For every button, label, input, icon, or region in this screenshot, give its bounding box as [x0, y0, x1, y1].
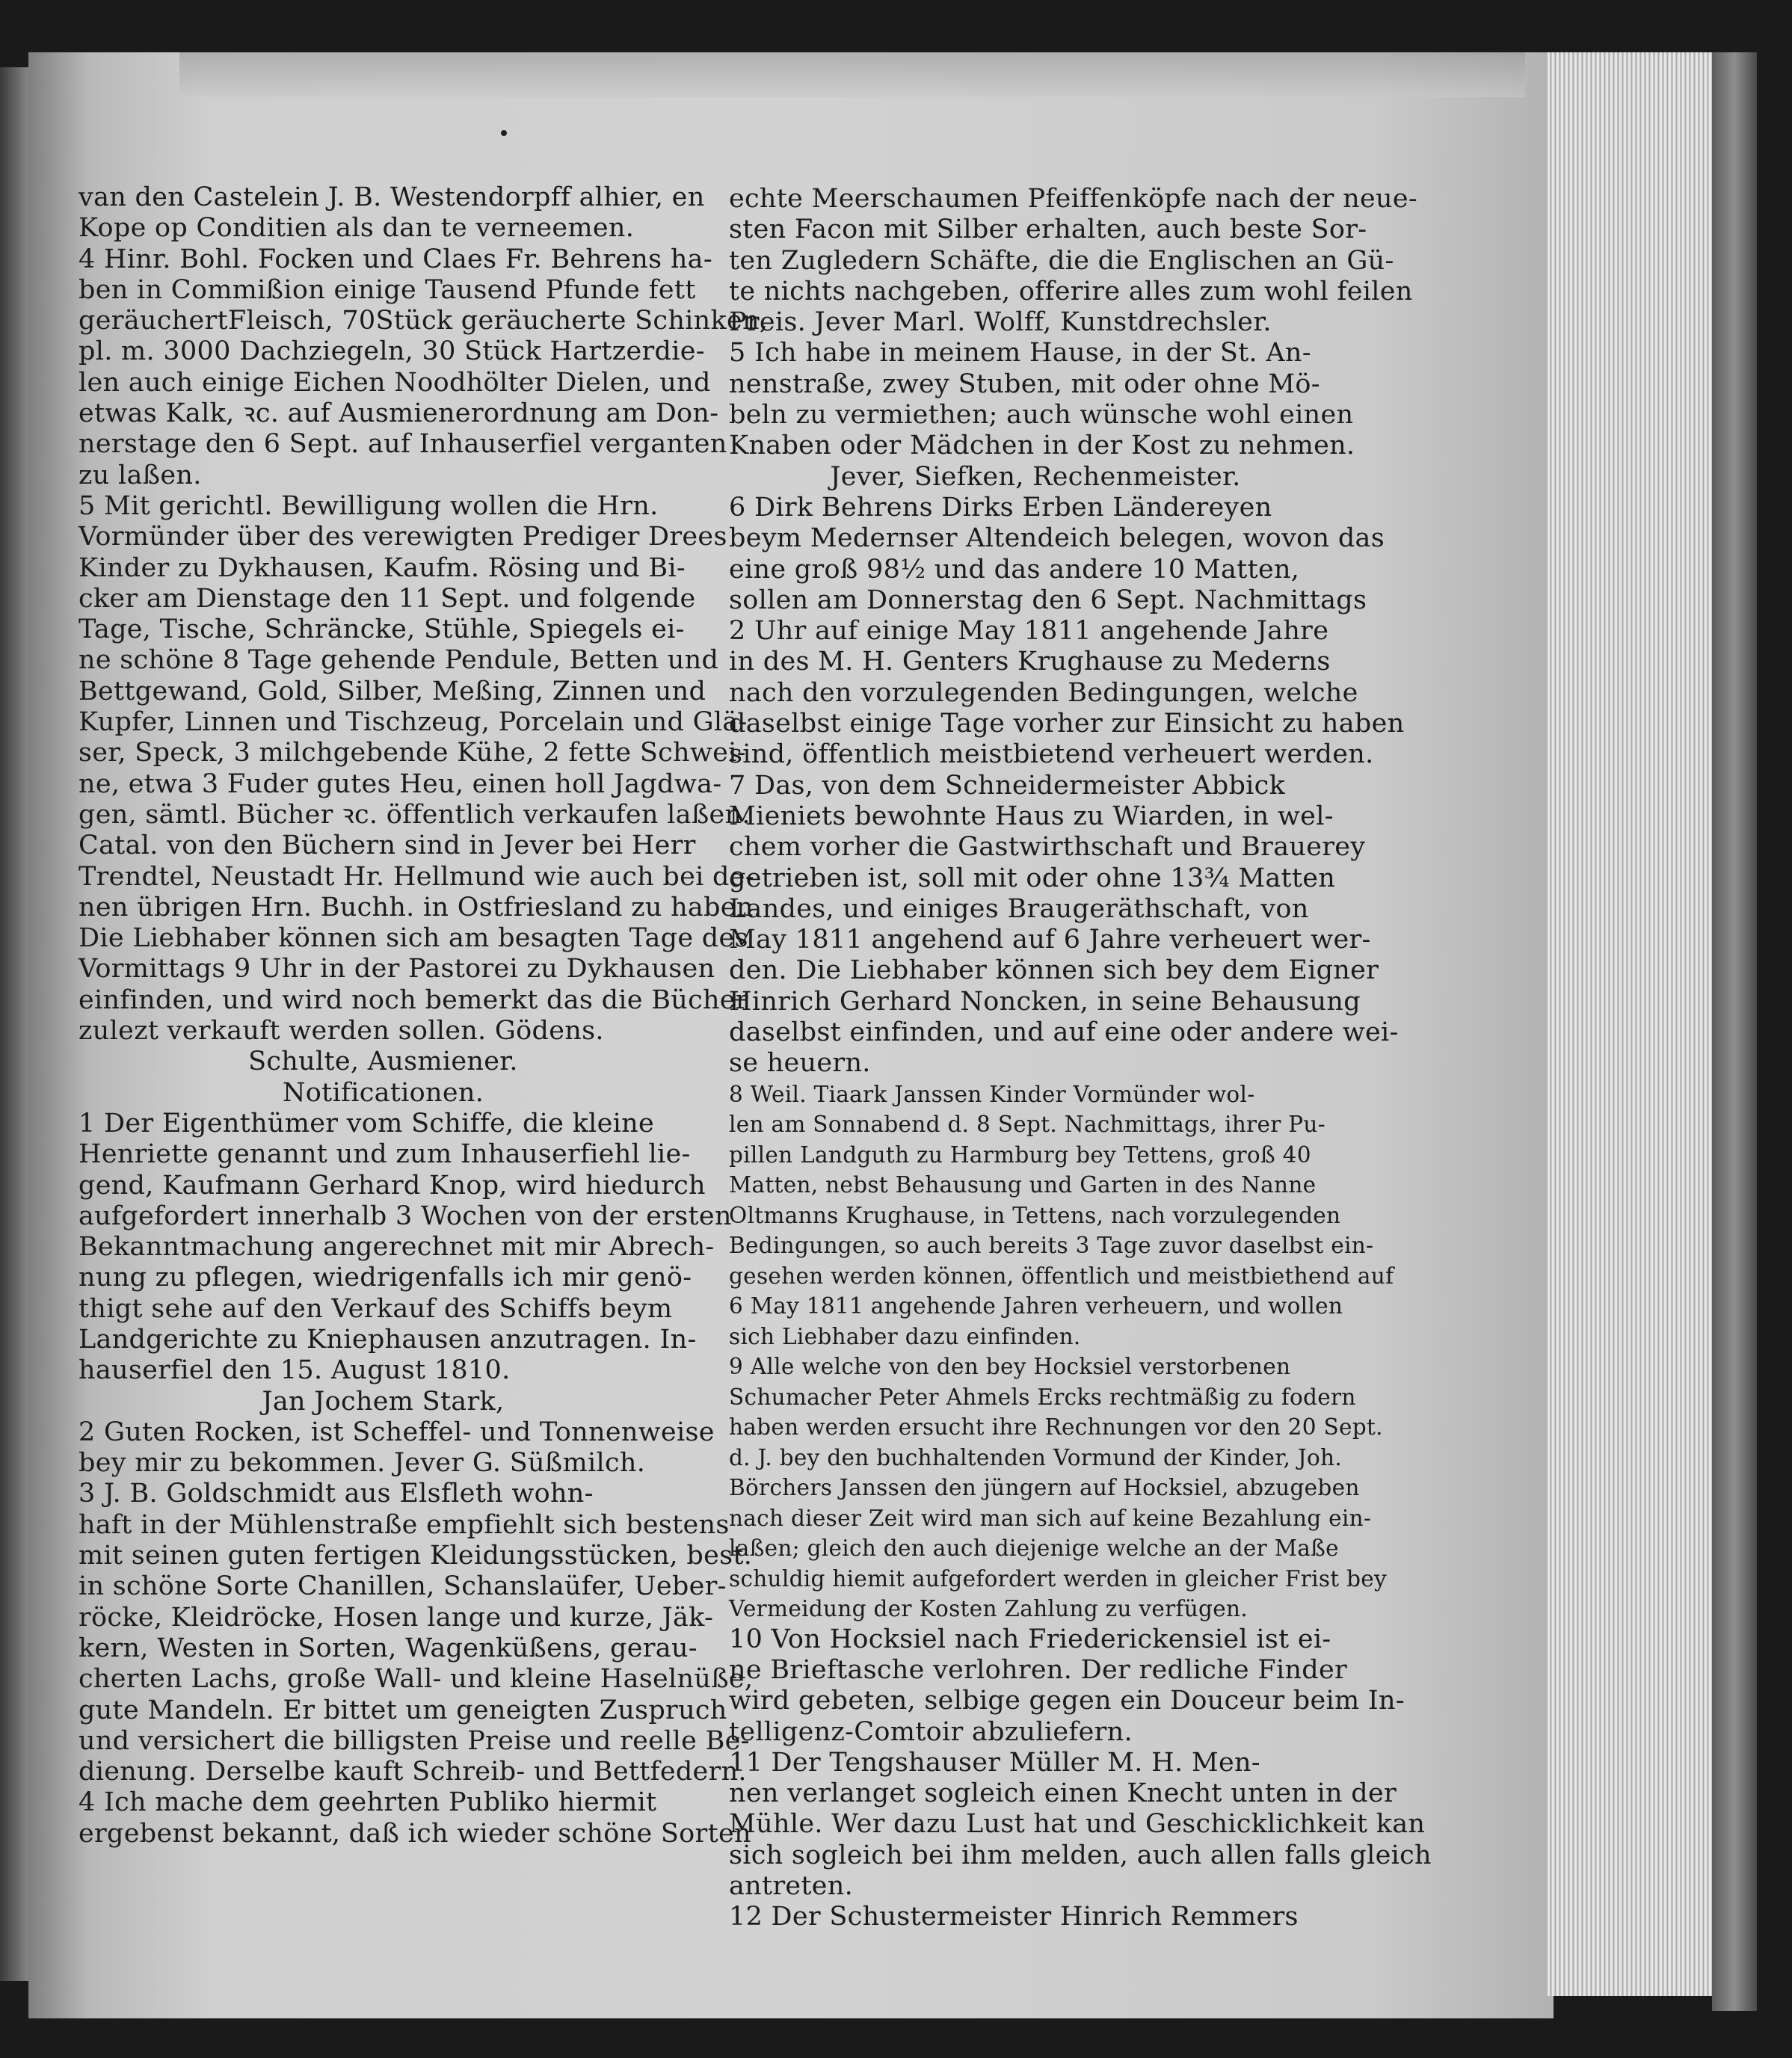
text-line: Vormittags 9 Uhr in der Pastorei zu Dykhausen: [78, 954, 715, 985]
text-line: se heuern.: [729, 1048, 871, 1079]
text-line: einfinden, und wird noch bemerkt das die Bücher: [78, 985, 748, 1015]
text-line: hauserfiel den 15. August 1810.: [78, 1355, 511, 1386]
text-line: May 1811 angehend auf 6 Jahre verheuert wer-: [729, 925, 1371, 955]
text-line: nerstage den 6 Sept. auf Inhauserfiel verganten: [78, 429, 727, 460]
text-line: nen verlanget sogleich einen Knecht unten in der: [729, 1778, 1397, 1809]
text-line: 1 Der Eigenthümer vom Schiffe, die kleine: [78, 1108, 654, 1139]
text-line: 9 Alle welche von den bey Hocksiel verstorbenen: [729, 1354, 1291, 1380]
text-line: 5 Ich habe in meinem Hause, in der St. An-: [729, 338, 1311, 369]
text-line: ten Zugledern Schäfte, die die Englischen an Gü-: [729, 245, 1394, 276]
text-line: Die Liebhaber können sich am besagten Tage des: [78, 923, 748, 954]
text-line: nach dieser Zeit wird man sich auf keine Bezahlung ein-: [729, 1505, 1372, 1531]
text-line: bey mir zu bekommen. Jever G. Süßmilch.: [78, 1448, 646, 1479]
text-line: Vormünder über des verewigten Prediger Drees: [78, 522, 727, 552]
text-line: Preis. Jever Marl. Wolff, Kunstdrechsler.: [729, 307, 1272, 338]
text-line: Trendtel, Neustadt Hr. Hellmund wie auch bei de-: [78, 861, 754, 892]
text-line: len am Sonnabend d. 8 Sept. Nachmittags, ihrer Pu-: [729, 1112, 1326, 1138]
text-line: Henriette genannt und zum Inhauserfiehl lie-: [78, 1139, 691, 1170]
text-line: 10 Von Hocksiel nach Friederickensiel ist ei-: [729, 1624, 1331, 1654]
text-line: zulezt verkauft werden sollen. Gödens.: [78, 1016, 604, 1047]
text-line: ne schöne 8 Tage gehende Pendule, Betten und: [78, 645, 719, 676]
text-line: telligenz-Comtoir abzuliefern.: [729, 1716, 1133, 1747]
text-line: 3 J. B. Goldschmidt aus Elsfleth wohn-: [78, 1479, 594, 1509]
text-line: nen übrigen Hrn. Buchh. in Ostfriesland zu haben.: [78, 892, 763, 922]
text-line: cker am Dienstage den 11 Sept. und folgende: [78, 583, 696, 614]
text-line: in schöne Sorte Chanillen, Schanslaüfer, Ueber-: [78, 1571, 727, 1602]
text-line: ergebenst bekannt, daß ich wieder schöne Sorten: [78, 1818, 751, 1849]
text-line: röcke, Kleidröcke, Hosen lange und kurze, Jäk-: [78, 1602, 714, 1633]
text-line: mit seinen guten fertigen Kleidungsstücken, best.: [78, 1541, 753, 1571]
text-line: Mühle. Wer dazu Lust hat und Geschicklichkeit kan: [729, 1809, 1426, 1840]
text-line: Landes, und einiges Braugeräthschaft, von: [729, 893, 1309, 924]
section-heading: Notificationen.: [282, 1077, 484, 1108]
right-column: [729, 184, 1432, 1933]
text-line: ser, Speck, 3 milchgebende Kühe, 2 fette Schwei-: [78, 738, 746, 768]
text-line: kern, Westen in Sorten, Wagenküßens, gerau-: [78, 1633, 698, 1663]
text-line: ben in Commißion einige Tausend Pfunde fett: [78, 274, 696, 305]
text-line: Landgerichte zu Kniephausen anzutragen. In-: [78, 1324, 697, 1355]
text-line: laßen; gleich den auch diejenige welche an der Maße: [729, 1535, 1339, 1562]
text-line: Hinrich Gerhard Noncken, in seine Behausung: [729, 986, 1361, 1017]
text-line: 2 Uhr auf einige May 1811 angehende Jahre: [729, 616, 1329, 647]
text-line: ne, etwa 3 Fuder gutes Heu, einen holl Jagdwa-: [78, 768, 722, 799]
text-line: 12 Der Schustermeister Hinrich Remmers: [729, 1902, 1299, 1932]
text-line: haben werden ersucht ihre Rechnungen vor den 20 Sept.: [729, 1414, 1383, 1441]
text-line: nach den vorzulegenden Bedingungen, welche: [729, 677, 1358, 708]
text-line: sich Liebhaber dazu einfinden.: [729, 1323, 1081, 1349]
text-line: wird gebeten, selbige gegen ein Douceur beim In-: [729, 1686, 1405, 1716]
text-line: Matten, nebst Behausung und Garten in des Nanne: [729, 1172, 1317, 1198]
text-line: getrieben ist, soll mit oder ohne 13¾ Matten: [729, 863, 1336, 893]
book-cover-edge: [1712, 52, 1757, 2011]
text-line: te nichts nachgeben, offerire alles zum wohl feilen: [729, 276, 1413, 306]
text-line: 6 May 1811 angehende Jahren verheuern, und wollen: [729, 1293, 1343, 1319]
signature-line: Schulte, Ausmiener.: [248, 1047, 518, 1077]
text-line: Kinder zu Dykhausen, Kaufm. Rösing und Bi-: [78, 552, 686, 583]
left-page-edge: [0, 67, 30, 1981]
text-line: nung zu pflegen, wiedrigenfalls ich mir genö-: [78, 1263, 692, 1293]
text-line: sich sogleich bei ihm melden, auch allen falls gleich: [729, 1840, 1432, 1870]
text-line: daselbst einfinden, und auf eine oder andere wei-: [729, 1017, 1399, 1048]
text-line: daselbst einige Tage vorher zur Einsicht zu haben: [729, 709, 1405, 739]
text-line: beym Medernser Altendeich belegen, wovon das: [729, 523, 1385, 554]
text-line: sind, öffentlich meistbietend verheuert werden.: [729, 739, 1374, 770]
text-line: in des M. H. Genters Krughause zu Mederns: [729, 647, 1331, 677]
text-line: Mieniets bewohnte Haus zu Wiarden, in wel-: [729, 801, 1334, 831]
text-line: 8 Weil. Tiaark Janssen Kinder Vormünder wol-: [729, 1081, 1255, 1107]
text-line: Catal. von den Büchern sind in Jever bei Herr: [78, 831, 696, 861]
text-line: etwas Kalk, ꝛc. auf Ausmienerordnung am Don-: [78, 398, 719, 429]
text-line: Bettgewand, Gold, Silber, Meßing, Zinnen und: [78, 676, 706, 706]
text-line: aufgefordert innerhalb 3 Wochen von der ersten: [78, 1201, 732, 1231]
text-line: Tage, Tische, Schräncke, Stühle, Spiegels ei-: [78, 614, 685, 645]
text-line: und versichert die billigsten Preise und reelle Be-: [78, 1725, 750, 1756]
text-line: len auch einige Eichen Noodhölter Dielen, und: [78, 367, 711, 398]
text-line: gesehen werden können, öffentlich und meistbiethend auf: [729, 1263, 1394, 1289]
signature-line: Jever, Siefken, Rechenmeister.: [830, 461, 1241, 492]
left-column: [78, 182, 769, 1849]
page-dot: [501, 130, 507, 136]
text-line: Bedingungen, so auch bereits 3 Tage zuvor daselbst ein-: [729, 1233, 1374, 1259]
text-line: geräuchertFleisch, 70Stück geräucherte Schinken,: [78, 306, 769, 336]
text-line: 4 Ich mache dem geehrten Publiko hiermit: [78, 1787, 657, 1818]
text-line: Knaben oder Mädchen in der Kost zu nehmen.: [729, 431, 1355, 461]
text-line: 2 Guten Rocken, ist Scheffel- und Tonnenweise: [78, 1417, 715, 1447]
text-line: Vermeidung der Kosten Zahlung zu verfügen.: [729, 1596, 1248, 1622]
text-line: pillen Landguth zu Harmburg bey Tettens, groß 40: [729, 1142, 1311, 1168]
text-line: d. J. bey den buchhaltenden Vormund der Kinder, Joh.: [729, 1444, 1342, 1470]
small-print-block: [729, 1079, 1394, 1624]
text-line: 6 Dirk Behrens Dirks Erben Ländereyen: [729, 492, 1272, 523]
text-line: ne Brieftasche verlohren. Der redliche Finder: [729, 1654, 1348, 1685]
text-line: gen, sämtl. Bücher ꝛc. öffentlich verkaufen laßen.: [78, 799, 751, 830]
text-line: schuldig hiemit aufgefordert werden in gleicher Frist bey: [729, 1565, 1388, 1592]
text-line: van den Castelein J. B. Westendorpff alhier, en: [78, 182, 705, 212]
text-line: gend, Kaufmann Gerhard Knop, wird hiedurch: [78, 1170, 706, 1201]
text-line: 4 Hinr. Bohl. Focken und Claes Fr. Behrens ha-: [78, 244, 712, 274]
text-line: dienung. Derselbe kauft Schreib- und Bettfedern.: [78, 1757, 747, 1787]
text-line: gute Mandeln. Er bittet um geneigten Zuspruch: [78, 1695, 727, 1725]
text-line: 7 Das, von dem Schneidermeister Abbick: [729, 770, 1286, 801]
text-line: antreten.: [729, 1870, 854, 1901]
text-line: Börchers Janssen den jüngern auf Hocksiel, abzugeben: [729, 1475, 1360, 1501]
text-line: den. Die Liebhaber können sich bey dem Eigner: [729, 955, 1379, 986]
text-line: pl. m. 3000 Dachziegeln, 30 Stück Hartzerdie-: [78, 336, 705, 367]
text-line: sten Facon mit Silber erhalten, auch beste Sor-: [729, 215, 1367, 245]
text-line: sollen am Donnerstag den 6 Sept. Nachmittags: [729, 585, 1367, 615]
text-line: Bekanntmachung angerechnet mit mir Abrech-: [78, 1232, 715, 1263]
text-line: 5 Mit gerichtl. Bewilligung wollen die Hrn.: [78, 490, 659, 521]
text-line: beln zu vermiethen; auch wünsche wohl einen: [729, 400, 1354, 431]
signature-line: Jan Jochem Stark,: [262, 1386, 505, 1417]
page-top-shadow: [179, 52, 1525, 97]
text-line: chem vorher die Gastwirthschaft und Brauerey: [729, 832, 1366, 863]
text-line: eine groß 98½ und das andere 10 Matten,: [729, 554, 1300, 585]
text-line: nenstraße, zwey Stuben, mit oder ohne Mö-: [729, 369, 1320, 399]
text-line: zu laßen.: [78, 460, 202, 490]
text-line: Oltmanns Krughause, in Tettens, nach vorzulegenden: [729, 1202, 1341, 1228]
text-line: thigt sehe auf den Verkauf des Schiffs beym: [78, 1293, 673, 1324]
text-line: haft in der Mühlenstraße empfiehlt sich bestens: [78, 1509, 730, 1540]
text-line: Kope op Conditien als dan te verneemen.: [78, 213, 635, 244]
text-line: Schumacher Peter Ahmels Ercks rechtmäßig zu fodern: [729, 1384, 1356, 1410]
text-line: 11 Der Tengshauser Müller M. H. Men-: [729, 1747, 1260, 1778]
text-line: echte Meerschaumen Pfeiffenköpfe nach der neue-: [729, 184, 1417, 214]
text-line: cherten Lachs, große Wall- und kleine Haselnüße,: [78, 1664, 754, 1695]
text-line: Kupfer, Linnen und Tischzeug, Porcelain und Glä-: [78, 707, 748, 738]
